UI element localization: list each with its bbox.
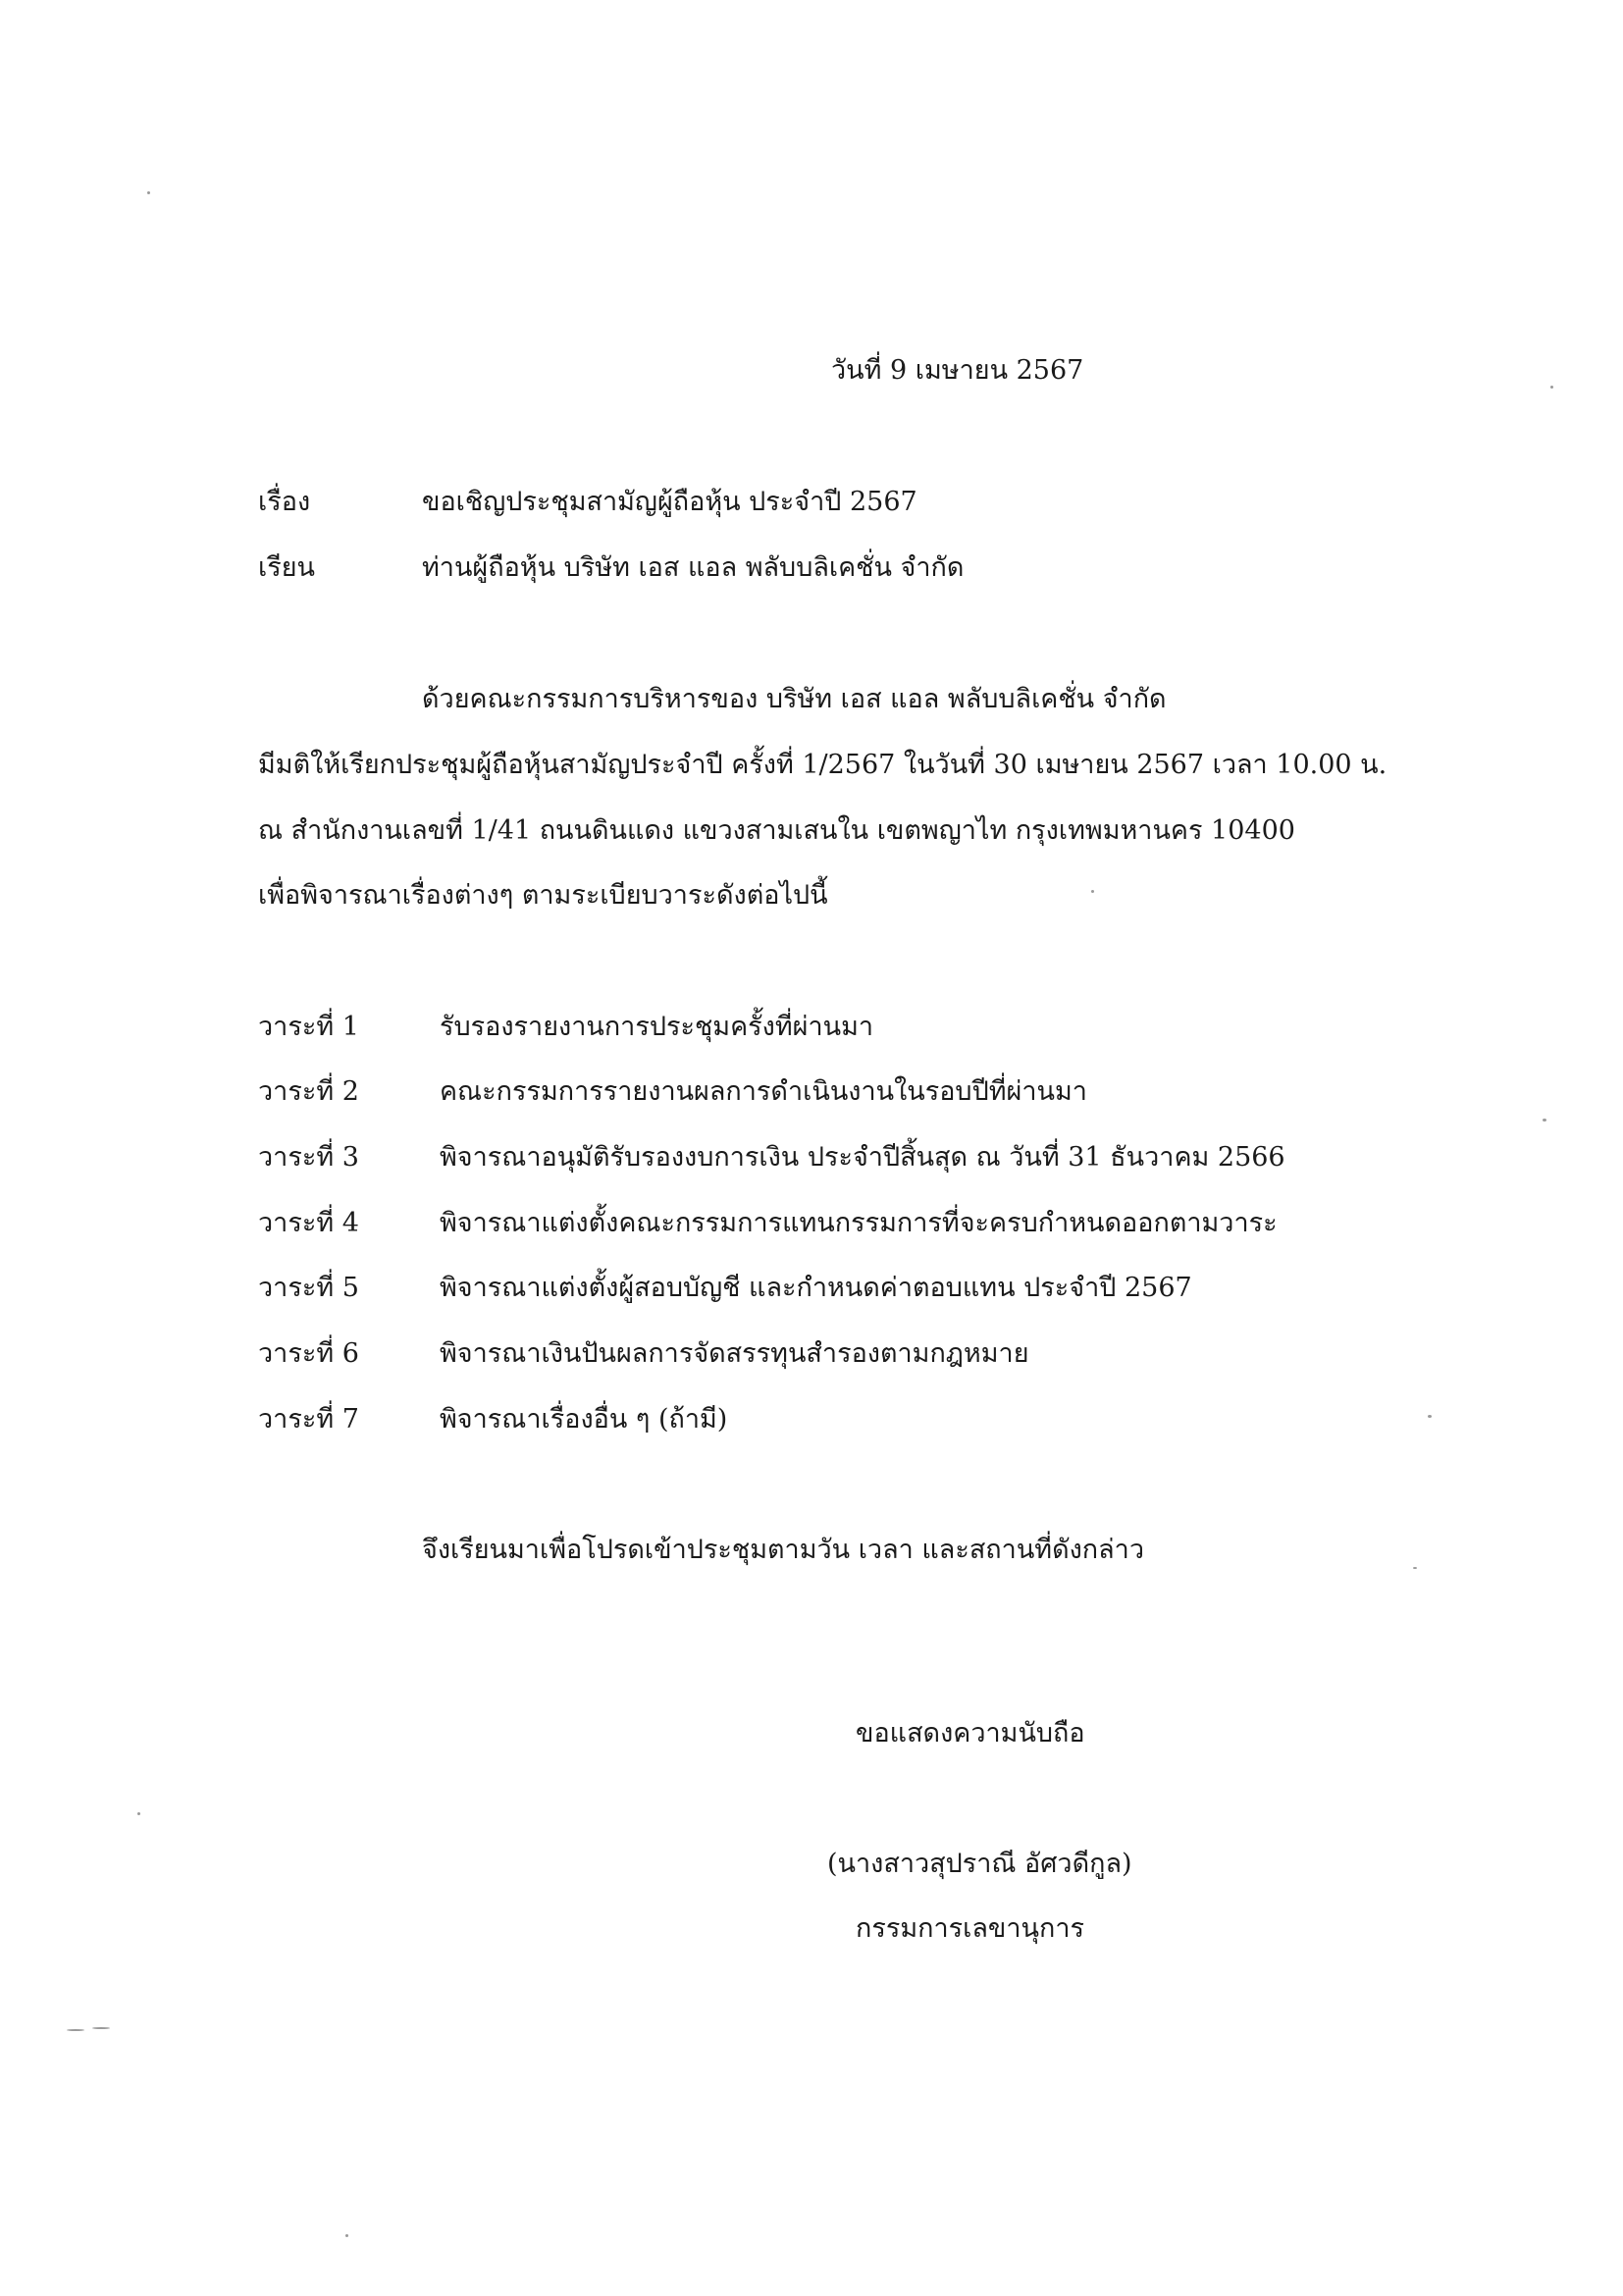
recipient-label: เรียน [258,552,316,583]
subject-label: เรื่อง [258,487,311,517]
scan-speck [147,191,150,194]
agenda-label: วาระที่ 7 [258,1404,359,1435]
body-line: ณ สำนักงานเลขที่ 1/41 ถนนดินแดง แขวงสามเสนใน เขตพญาไท กรุงเทพมหานคร 10400 [258,815,1295,846]
agenda-label: วาระที่ 3 [258,1142,359,1173]
agenda-label: วาระที่ 5 [258,1273,359,1303]
recipient-text: ท่านผู้ถือหุ้น บริษัท เอส แอล พลับบลิเคชั่น จำกัด [422,552,965,583]
body-line: มีมติให้เรียกประชุมผู้ถือหุ้นสามัญประจำปี ครั้งที่ 1/2567 ในวันที่ 30 เมษายน 2567 เวลา 10.00 น. [258,750,1387,780]
scan-speck [1413,1567,1417,1569]
body-line: เพื่อพิจารณาเรื่องต่างๆ ตามระเบียบวาระดังต่อไปนี้ [258,880,828,911]
agenda-label: วาระที่ 2 [258,1076,359,1107]
scan-speck [67,2029,84,2031]
body-line: ด้วยคณะกรรมการบริหารของ บริษัท เอส แอล พลับบลิเคชั่น จำกัด [422,684,1167,714]
scan-speck [1428,1415,1432,1418]
agenda-text: พิจารณาอนุมัติรับรองงบการเงิน ประจำปีสิ้นสุด ณ วันที่ 31 ธันวาคม 2566 [440,1142,1285,1173]
scan-speck [1543,1119,1546,1122]
scan-speck [137,1812,140,1815]
closing-text: จึงเรียนมาเพื่อโปรดเข้าประชุมตามวัน เวลา และสถานที่ดังกล่าว [422,1535,1145,1565]
agenda-text: พิจารณาแต่งตั้งคณะกรรมการแทนกรรมการที่จะครบกำหนดออกตามวาระ [440,1208,1278,1238]
agenda-label: วาระที่ 1 [258,1012,359,1042]
agenda-label: วาระที่ 6 [258,1338,359,1369]
signer-title: กรรมการเลขานุการ [856,1913,1085,1944]
agenda-text: คณะกรรมการรายงานผลการดำเนินงานในรอบปีที่ผ่านมา [440,1076,1087,1107]
letter-date: วันที่ 9 เมษายน 2567 [831,355,1084,386]
scan-speck [1550,386,1553,389]
signoff-text: ขอแสดงความนับถือ [856,1718,1085,1748]
subject-text: ขอเชิญประชุมสามัญผู้ถือหุ้น ประจำปี 2567 [422,487,917,517]
agenda-text: พิจารณาเรื่องอื่น ๆ (ถ้ามี) [440,1404,728,1435]
scan-speck [345,2234,348,2237]
signer-name: (นางสาวสุปราณี อัศวดีกูล) [827,1849,1132,1879]
scan-speck [92,2027,110,2029]
agenda-label: วาระที่ 4 [258,1208,359,1238]
agenda-text: พิจารณาเงินปันผลการจัดสรรทุนสำรองตามกฎหมาย [440,1338,1029,1369]
agenda-text: รับรองรายงานการประชุมครั้งที่ผ่านมา [440,1012,874,1042]
scan-speck [1091,890,1094,893]
agenda-text: พิจารณาแต่งตั้งผู้สอบบัญชี และกำหนดค่าตอบแทน ประจำปี 2567 [440,1273,1192,1303]
